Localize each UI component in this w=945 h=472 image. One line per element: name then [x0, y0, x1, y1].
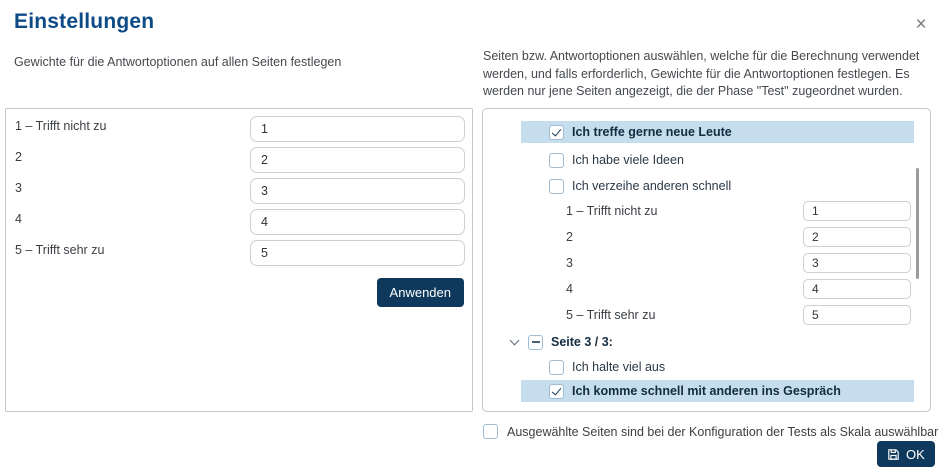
tree-item-selected[interactable]	[521, 380, 914, 402]
tree-weight-input-5[interactable]	[803, 305, 911, 325]
tree-weight-input-1[interactable]	[803, 201, 911, 221]
checkbox-unchecked-icon[interactable]	[549, 153, 564, 168]
weight-label: 1 – Trifft nicht zu	[15, 119, 107, 133]
checkbox-unchecked-icon[interactable]	[549, 360, 564, 375]
checkbox-checked-icon[interactable]	[549, 384, 564, 399]
tree-item-label: Ich habe viele Ideen	[572, 153, 684, 167]
left-subtitle: Gewichte für die Antwortoptionen auf allen Seiten festlegen	[14, 55, 342, 69]
weight-row	[15, 209, 465, 235]
weight-row	[15, 240, 465, 266]
tree-item-label: Ich treffe gerne neue Leute	[572, 125, 732, 139]
tree-item-selected[interactable]	[521, 121, 914, 143]
weight-row	[15, 116, 465, 142]
weight-input-3[interactable]	[250, 178, 465, 204]
checkbox-unchecked-icon[interactable]	[483, 424, 498, 439]
weight-input-2[interactable]	[250, 147, 465, 173]
tree-item[interactable]	[521, 177, 914, 195]
tree-item-label: Ich verzeihe anderen schnell	[572, 179, 732, 193]
ok-button[interactable]	[877, 441, 935, 467]
tree-weight-row	[566, 227, 911, 247]
weight-label: 3	[566, 256, 573, 270]
tree-item-label: Ich komme schnell mit anderen ins Gespräch	[572, 384, 841, 398]
weight-label: 2	[566, 230, 573, 244]
weight-label: 4	[566, 282, 573, 296]
checkbox-indeterminate-icon[interactable]	[528, 335, 543, 350]
page-selection-panel	[482, 108, 931, 412]
page-title: Einstellungen	[14, 10, 155, 33]
scrollbar-thumb[interactable]	[916, 168, 919, 279]
weight-label: 1 – Trifft nicht zu	[566, 204, 658, 218]
scale-option-row[interactable]	[483, 424, 938, 439]
weight-row	[15, 147, 465, 173]
chevron-down-icon[interactable]	[510, 335, 520, 345]
tree-item[interactable]	[521, 151, 914, 169]
tree-weight-row	[566, 305, 911, 325]
weight-input-4[interactable]	[250, 209, 465, 235]
weight-row	[15, 178, 465, 204]
tree-item-label: Ich halte viel aus	[572, 360, 666, 374]
apply-button[interactable]: Anwenden	[377, 278, 464, 307]
global-weights-panel	[5, 108, 473, 412]
tree-item[interactable]	[521, 358, 914, 376]
weight-label: 5 – Trifft sehr zu	[566, 308, 656, 322]
tree-weight-row	[566, 279, 911, 299]
weight-input-1[interactable]	[250, 116, 465, 142]
weight-label: 5 – Trifft sehr zu	[15, 243, 105, 257]
tree-weight-input-4[interactable]	[803, 279, 911, 299]
right-description: Seiten bzw. Antwortoptionen auswählen, welche für die Berechnung verwendet werden, und falls erforderlich, Gewichte für die Antwortoptionen festlegen. Es werden nur jene Seiten angezeigt, die der Phase "Test" zugeordnet wurden.	[483, 49, 920, 98]
weight-label: 4	[15, 212, 22, 226]
save-icon	[887, 448, 900, 461]
tree-weight-row	[566, 253, 911, 273]
tree-weight-input-2[interactable]	[803, 227, 911, 247]
checkbox-unchecked-icon[interactable]	[549, 179, 564, 194]
weight-label: 3	[15, 181, 22, 195]
tree-page-row[interactable]	[511, 333, 914, 351]
scale-option-label: Ausgewählte Seiten sind bei der Konfiguration der Tests als Skala auswählbar	[507, 424, 939, 439]
checkbox-checked-icon[interactable]	[549, 125, 564, 140]
tree-weight-row	[566, 201, 911, 221]
weight-input-5[interactable]	[250, 240, 465, 266]
close-icon[interactable]: ×	[910, 14, 932, 36]
tree-page-label: Seite 3 / 3:	[551, 335, 613, 349]
ok-button-label: OK	[906, 446, 925, 462]
tree-weight-input-3[interactable]	[803, 253, 911, 273]
weight-label: 2	[15, 150, 22, 164]
